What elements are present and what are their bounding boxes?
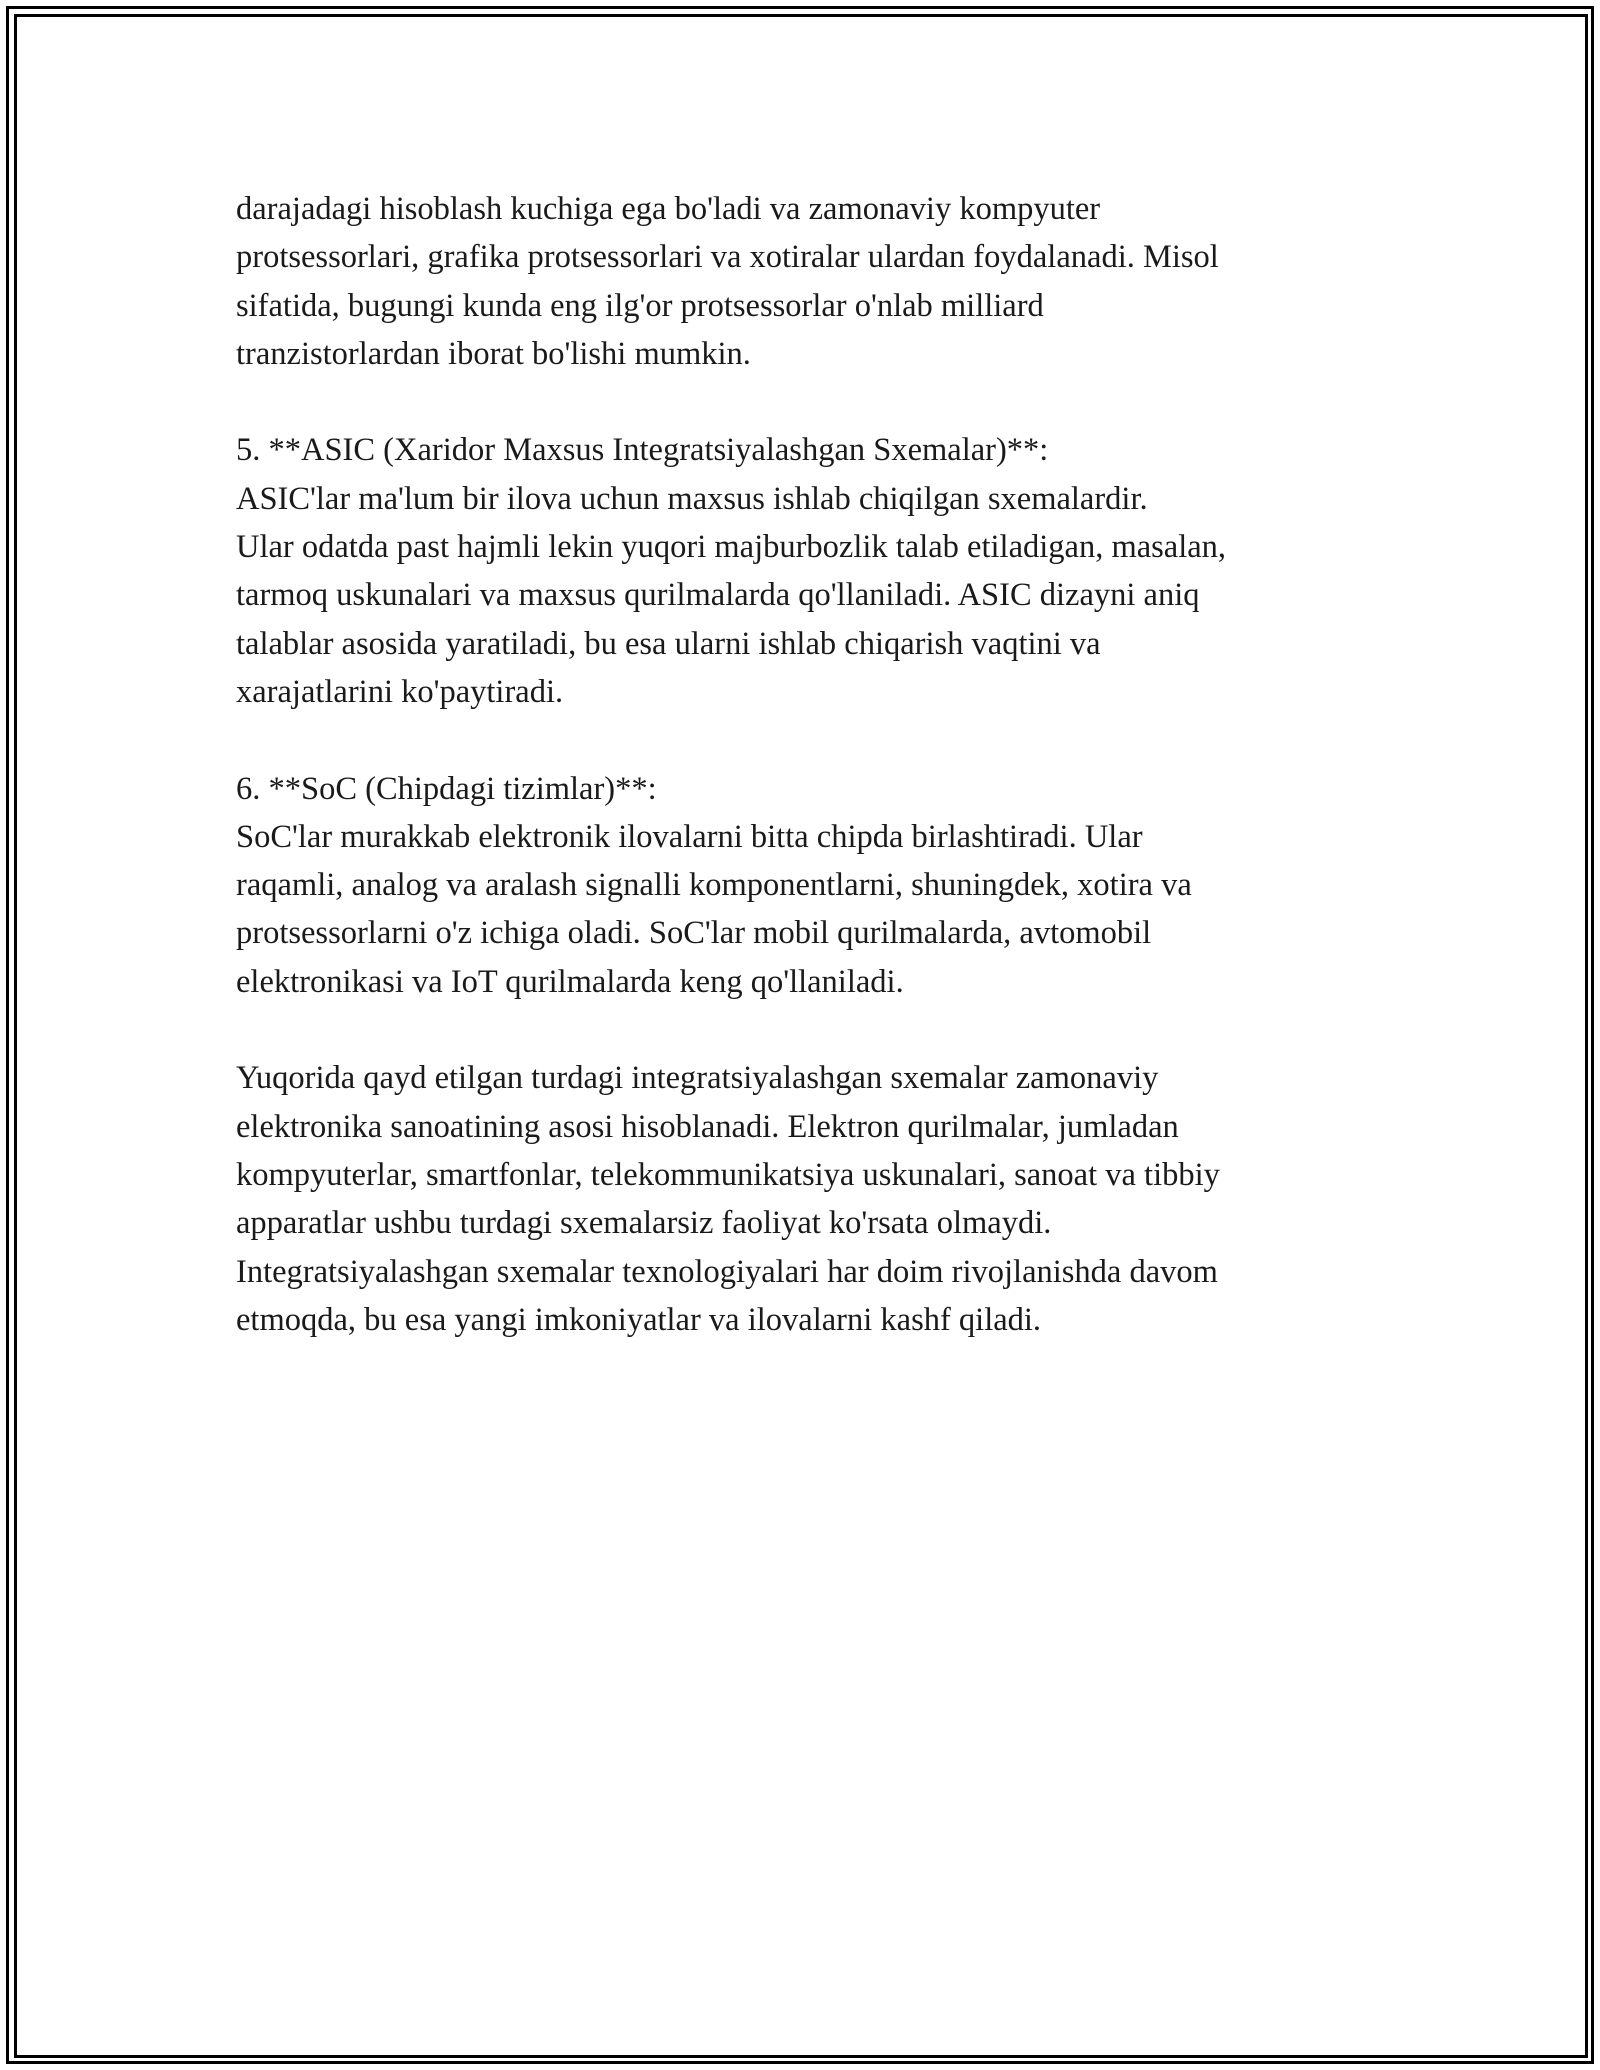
paragraph-spacer	[236, 716, 1386, 764]
paragraph-conclusion: Yuqorida qayd etilgan turdagi integratsiyalashgan sxemalar zamonaviy elektronika sanoatining asosi hisoblanadi. Elektron qurilmalar, jumladan kompyuterlar, smartfonlar, telekommunikatsiya uskunalari, sanoat va tibbiy apparatlar ushbu turdagi sxemalarsiz faoliyat ko'rsata olmaydi. Integratsiyalashgan sxemalar texnologiyalari har doim rivojlanishda davom etmoqda, bu esa yangi imkoniyatlar va ilovalarni kashf qiladi.	[236, 1060, 1220, 1338]
paragraph-soc: 6. **SoC (Chipdagi tizimlar)**: SoC'lar murakkab elektronik ilovalarni bitta chipda birlashtiradi. Ular raqamli, analog va aralash signalli komponentlarni, shuningdek, xotira va protsessorlarni o'z ichiga oladi. SoC'lar mobil qurilmalarda, avtomobil elektronikasi va IoT qurilmalarda keng qo'llaniladi.	[236, 770, 1192, 1000]
paragraph-spacer	[236, 378, 1386, 426]
paragraph-processors-continued: darajadagi hisoblash kuchiga ega bo'ladi va zamonaviy kompyuter protsessorlari, grafika protsessorlari va xotiralar ulardan foydalanadi. Misol sifatida, bugungi kunda eng ilg'or protsessorlar o'nlab milliard tranzistorlardan iborat bo'lishi mumkin.	[236, 191, 1219, 372]
paragraph-asic: 5. **ASIC (Xaridor Maxsus Integratsiyalashgan Sxemalar)**: ASIC'lar ma'lum bir ilova uchun maxsus ishlab chiqilgan sxemalardir. Ular odatda past hajmli lekin yuqori majburbozlik talab etiladigan, masalan, tarmoq uskunalari va maxsus qurilmalarda qo'llaniladi. ASIC dizayni aniq talablar asosida yaratiladi, bu esa ularni ishlab chiqarish vaqtini va xarajatlarini ko'paytiradi.	[236, 432, 1227, 710]
document-body	[236, 185, 1386, 1344]
paragraph-spacer	[236, 1006, 1386, 1054]
